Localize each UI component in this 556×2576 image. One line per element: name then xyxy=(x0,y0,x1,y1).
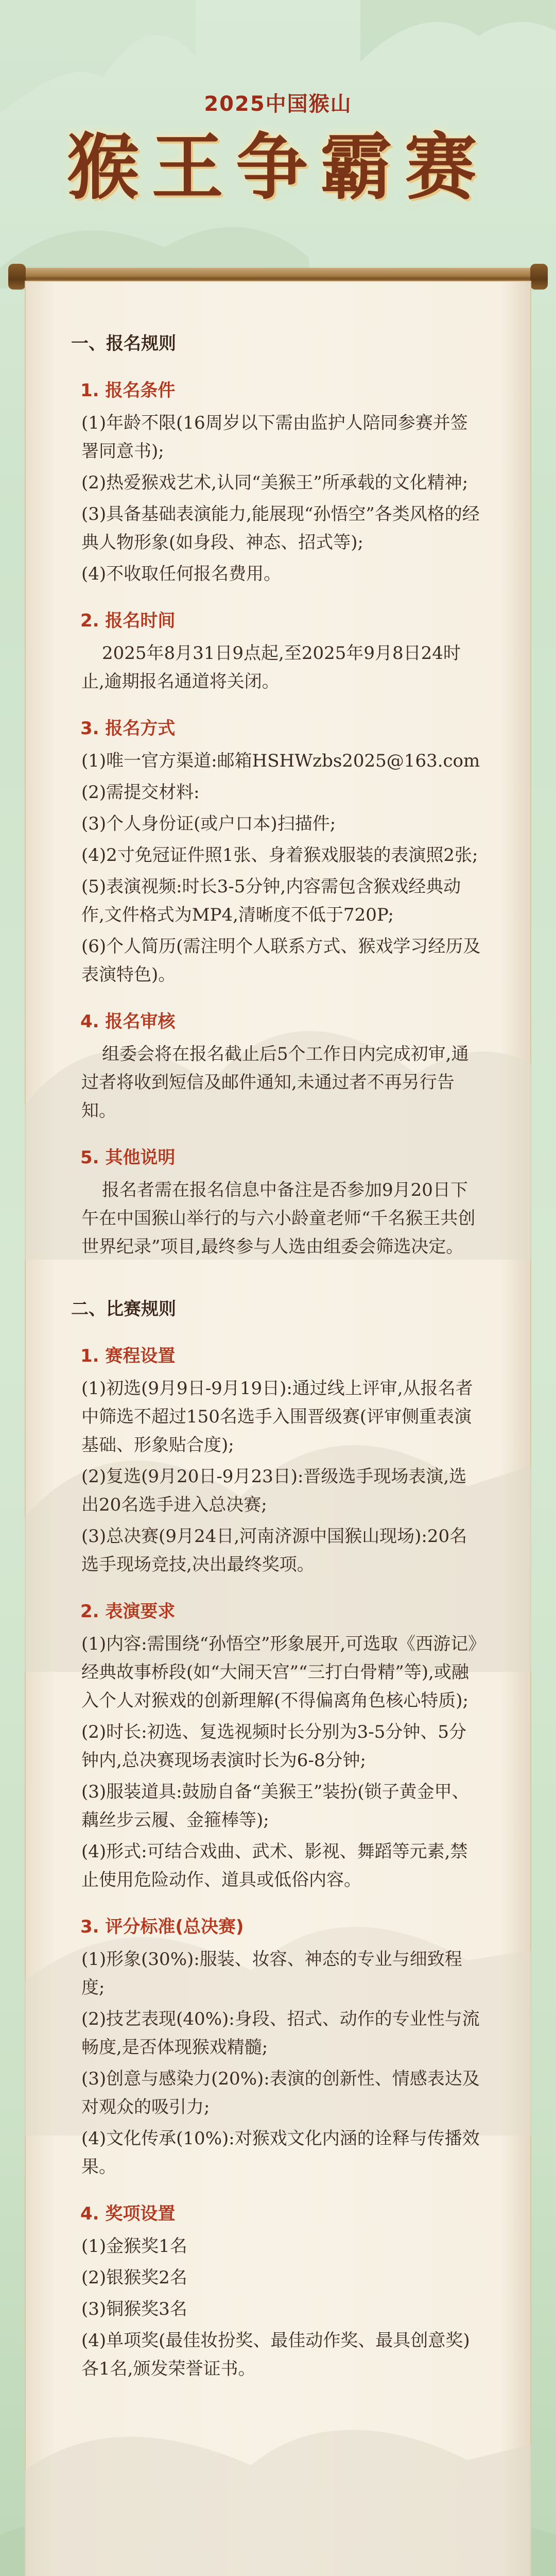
subheading-method: 3. 报名方式 xyxy=(80,718,176,739)
list-item: (1)内容:需围绕“孙悟空”形象展开,可选取《西游记》经典故事桥段(如“大闹天宫”“三打白骨精”等),或融入个人对猴戏的创新理解(不得偏离角色核心特质); xyxy=(81,1634,477,1711)
list-item: (1)金猴奖1名 xyxy=(81,2236,187,2257)
subheading-time: 2. 报名时间 xyxy=(80,611,176,631)
list-item: (4)形式:可结合戏曲、武术、影视、舞蹈等元素,禁止使用危险动作、道具或低俗内容。 xyxy=(81,1841,468,1890)
subheading-other: 5. 其他说明 xyxy=(80,1147,176,1168)
list-item: (4)文化传承(10%):对猴戏文化内涵的诠释与传播效果。 xyxy=(81,2128,480,2177)
list-item: (2)需提交材料: xyxy=(81,782,200,803)
list-item: (3)创意与感染力(20%):表演的创新性、情感表达及对观众的吸引力; xyxy=(81,2069,480,2117)
paragraph-time: 2025年8月31日9点起,至2025年9月8日24时止,逾期报名通道将关闭。 xyxy=(81,643,461,692)
list-item: (4)单项奖(最佳妆扮奖、最佳动作奖、最具创意奖)各1名,颁发荣誉证书。 xyxy=(81,2330,470,2379)
list-item: (2)时长:初选、复选视频时长分别为3-5分钟、5分钟内,总决赛现场表演时长为6-8分钟; xyxy=(81,1722,466,1771)
list-item: (3)总决赛(9月24日,河南济源中国猴山现场):20名选手现场竞技,决出最终奖项。 xyxy=(81,1526,467,1575)
list-item: (1)唯一官方渠道:邮箱HSHWzbs2025@163.com xyxy=(81,751,480,771)
list-item: (2)银猴奖2名 xyxy=(81,2267,187,2288)
list-item: (2)技艺表现(40%):身段、招式、动作的专业性与流畅度,是否体现猴戏精髓; xyxy=(81,2009,480,2058)
section-heading-competition: 二、比赛规则 xyxy=(71,1299,176,1319)
rules-content xyxy=(71,309,483,2386)
subheading-review: 4. 报名审核 xyxy=(80,1011,176,1032)
paragraph-other: 报名者需在报名信息中备注是否参加9月20日下午在中国猴山举行的与六小龄童老师“千名猴王共创世界纪录”项目,最终参与人选由组委会筛选决定。 xyxy=(81,1180,476,1257)
list-item: (1)初选(9月9日-9月19日):通过线上评审,从报名者中筛选不超过150名选手入围晋级赛(评审侧重表演基础、形象贴合度); xyxy=(81,1378,473,1455)
list-item: (3)个人身份证(或户口本)扫描件; xyxy=(81,814,336,834)
subheading-requirements: 2. 表演要求 xyxy=(80,1601,176,1622)
subheading-conditions: 1. 报名条件 xyxy=(80,380,176,401)
paragraph-review: 组委会将在报名截止后5个工作日内完成初审,通过者将收到短信及邮件通知,未通过者不再另行告知。 xyxy=(81,1044,469,1121)
list-item: (5)表演视频:时长3-5分钟,内容需包含猴戏经典动作,文件格式为MP4,清晰度不低于720P; xyxy=(81,876,461,925)
list-item: (6)个人简历(需注明个人联系方式、猴戏学习经历及表演特色)。 xyxy=(81,936,481,985)
list-item: (4)不收取任何报名费用。 xyxy=(81,564,282,584)
section-heading-registration: 一、报名规则 xyxy=(71,333,176,354)
list-item: (1)形象(30%):服装、妆容、神态的专业与细致程度; xyxy=(81,1949,462,1998)
list-item: (3)服装道具:鼓励自备“美猴王”装扮(锁子黄金甲、藕丝步云履、金箍棒等); xyxy=(81,1782,470,1831)
list-item: (1)年龄不限(16周岁以下需由监护人陪同参赛并签署同意书); xyxy=(81,413,468,462)
list-item: (4)2寸免冠证件照1张、身着猴戏服装的表演照2张; xyxy=(81,845,478,866)
list-item: (3)具备基础表演能力,能展现“孙悟空”各类风格的经典人物形象(如身段、神态、招式等); xyxy=(81,504,480,553)
event-title: 猴王争霸赛 xyxy=(66,125,489,210)
subheading-awards: 4. 奖项设置 xyxy=(80,2204,176,2224)
event-subtitle: 2025中国猴山 xyxy=(204,92,352,116)
list-item: (3)铜猴奖3名 xyxy=(81,2299,187,2319)
subheading-scoring: 3. 评分标准(总决赛) xyxy=(80,1917,244,1937)
subheading-stages: 1. 赛程设置 xyxy=(80,1346,176,1366)
list-item: (2)复选(9月20日-9月23日):晋级选手现场表演,选出20名选手进入总决赛; xyxy=(81,1466,467,1515)
list-item: (2)热爱猴戏艺术,认同“美猴王”所承载的文化精神; xyxy=(81,472,468,493)
